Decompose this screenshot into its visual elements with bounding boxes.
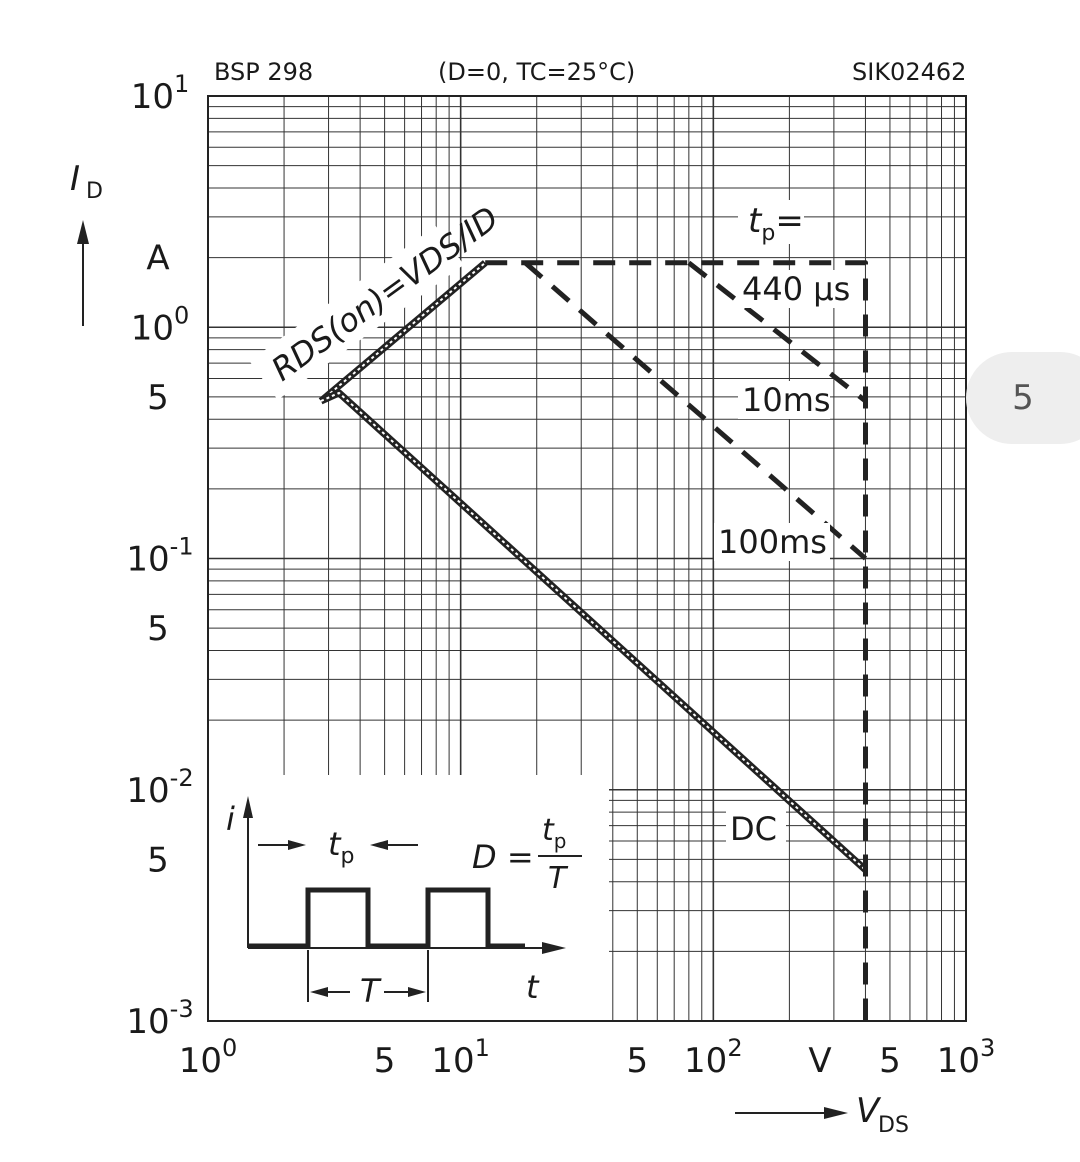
inset-formula-lhs: D =	[472, 838, 534, 876]
inset-t-label: t	[526, 968, 539, 1006]
x-tick-label: 5	[879, 1041, 901, 1081]
inset-panel	[209, 775, 609, 1020]
x-tick-label: $10^3$	[936, 1034, 996, 1081]
x-tick-label: 5	[373, 1041, 396, 1081]
inset-formula-num: $t_p$	[542, 813, 567, 853]
header-conditions: (D=0, TC=25°C)	[438, 58, 636, 86]
header-part: BSP 298	[214, 58, 314, 86]
label-dc: DC	[730, 810, 777, 848]
x-axis-symbol: V	[856, 1091, 880, 1131]
label-100ms: 100ms	[718, 523, 827, 561]
y-tick-label: $10^{-2}$	[126, 763, 194, 811]
ron-label-group	[250, 194, 508, 400]
y-tick-label: $10^0$	[130, 301, 190, 349]
annotations	[250, 194, 854, 848]
y-axis-label	[70, 159, 103, 326]
y-tick-label: $10^1$	[130, 70, 190, 117]
header-code: SIK02462	[852, 58, 967, 86]
x-axis-label	[735, 1091, 909, 1138]
y-tick-label: $10^{-1}$	[126, 532, 194, 580]
page-number-label: 5	[1012, 378, 1034, 418]
y-axis-subscript: D	[86, 179, 103, 204]
label-440us: 440 µs	[742, 270, 851, 308]
y-tick-label: $10^{-3}$	[126, 995, 194, 1042]
x-axis-subscript: DS	[878, 1113, 909, 1138]
inset-formula-den: T	[548, 861, 567, 896]
inset-tp-label: $t_p$	[328, 825, 355, 869]
y-tick-labels	[126, 70, 193, 1042]
inset-i-label: i	[226, 800, 235, 838]
tp-label: $t_p=$	[748, 201, 804, 246]
y-tick-label: 5	[147, 840, 169, 881]
page-number-tab[interactable]	[966, 352, 1080, 444]
y-axis-symbol: I	[70, 159, 81, 199]
label-10ms: 10ms	[742, 381, 831, 419]
x-unit-label: V	[808, 1041, 832, 1081]
y-unit-label: A	[146, 238, 170, 279]
inset-T-label: T	[360, 972, 380, 1010]
x-tick-label: $10^2$	[684, 1034, 743, 1081]
x-tick-label: $10^1$	[431, 1034, 490, 1081]
x-tick-label: 5	[626, 1041, 649, 1081]
ron-label: RDS(on)=VDS/ID	[264, 198, 506, 389]
y-tick-label: 5	[147, 377, 169, 418]
y-tick-label: 5	[147, 609, 169, 650]
x-tick-labels	[179, 1034, 996, 1081]
x-tick-label: $10^0$	[178, 1034, 238, 1081]
